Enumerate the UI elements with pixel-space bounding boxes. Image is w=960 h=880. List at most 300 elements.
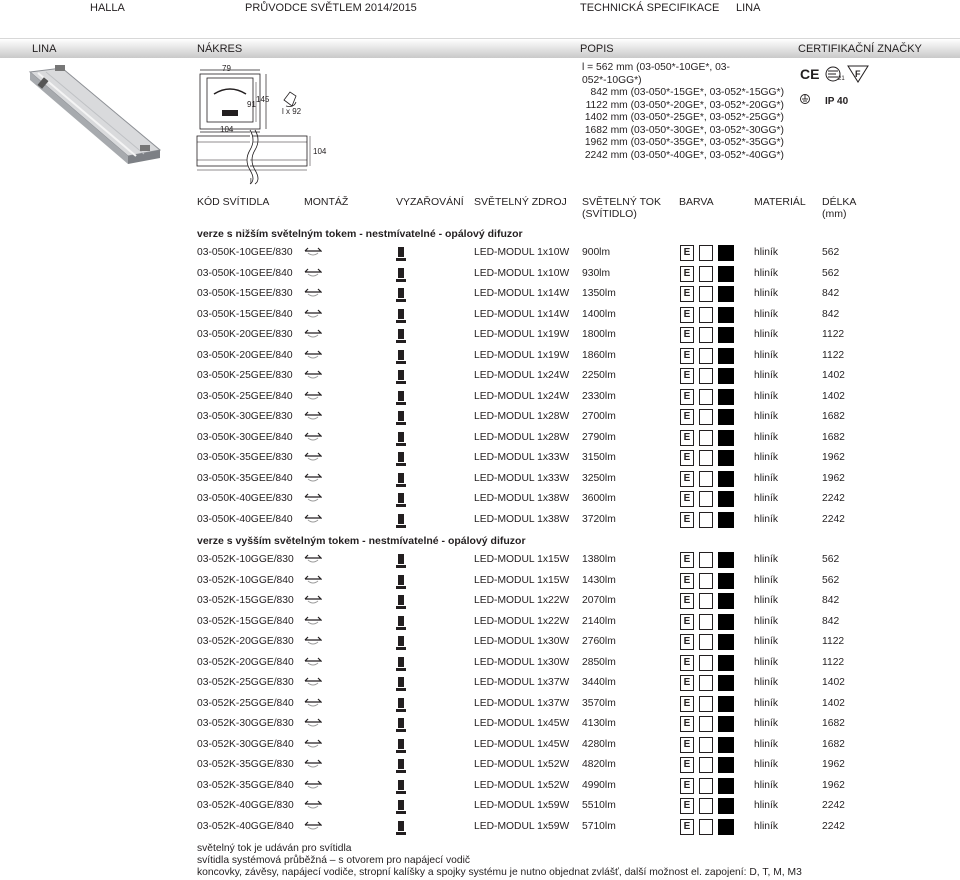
light-source: LED-MODUL 1x59W xyxy=(474,820,570,832)
product-code: 03-052K-15GGE/830 xyxy=(197,595,294,606)
energy-class-badge: E xyxy=(680,307,694,323)
length-mm: 562 xyxy=(822,554,840,565)
material: hliník xyxy=(754,554,779,565)
color-black-swatch xyxy=(718,696,734,712)
surface-mount-icon xyxy=(304,451,322,468)
energy-class-badge: E xyxy=(680,491,694,507)
material: hliník xyxy=(754,431,779,443)
table-row xyxy=(197,572,960,592)
color-black-swatch xyxy=(718,798,734,814)
color-white-swatch xyxy=(699,716,713,732)
length-mm: 1962 xyxy=(822,759,845,770)
color-white-swatch xyxy=(699,573,713,589)
surface-mount-icon xyxy=(304,779,322,796)
surface-mount-icon xyxy=(304,615,322,632)
direct-radiation-icon xyxy=(396,267,406,286)
length-mm: 1962 xyxy=(822,452,845,463)
table-row xyxy=(197,285,960,305)
length-mm: 1122 xyxy=(822,349,845,361)
surface-mount-icon xyxy=(304,738,322,755)
light-source: LED-MODUL 1x22W xyxy=(474,595,570,606)
length-mm: 1962 xyxy=(822,779,845,791)
luminous-flux: 3440lm xyxy=(582,677,616,688)
section-header-band xyxy=(0,38,960,58)
luminous-flux: 4130lm xyxy=(582,718,616,729)
surface-mount-icon xyxy=(304,717,322,734)
material: hliník xyxy=(754,820,779,832)
col-color: BARVA xyxy=(679,196,714,208)
surface-mount-icon xyxy=(304,553,322,570)
surface-mount-icon xyxy=(304,492,322,509)
product-code: 03-052K-25GGE/840 xyxy=(197,697,294,709)
product-code: 03-050K-25GEE/840 xyxy=(197,390,293,402)
energy-class-badge: E xyxy=(680,593,694,609)
length-mm: 562 xyxy=(822,574,840,586)
surface-mount-icon xyxy=(304,431,322,448)
surface-mount-icon xyxy=(304,820,322,837)
length-mm: 1402 xyxy=(822,370,845,381)
direct-radiation-icon xyxy=(396,717,406,736)
energy-class-badge: E xyxy=(680,389,694,405)
color-white-swatch xyxy=(699,348,713,364)
color-white-swatch xyxy=(699,614,713,630)
luminous-flux: 3720lm xyxy=(582,513,616,525)
color-white-swatch xyxy=(699,778,713,794)
direct-radiation-icon xyxy=(396,349,406,368)
color-black-swatch xyxy=(718,389,734,405)
product-code: 03-050K-30GEE/830 xyxy=(197,411,293,422)
product-code: 03-052K-10GGE/840 xyxy=(197,574,294,586)
color-white-swatch xyxy=(699,737,713,753)
color-white-swatch xyxy=(699,266,713,282)
table-row xyxy=(197,408,960,428)
energy-class-badge: E xyxy=(680,450,694,466)
table-row xyxy=(197,244,960,264)
direct-radiation-icon xyxy=(396,553,406,572)
length-mm: 1962 xyxy=(822,472,845,484)
color-white-swatch xyxy=(699,798,713,814)
color-white-swatch xyxy=(699,409,713,425)
luminous-flux: 1350lm xyxy=(582,288,616,299)
product-code: 03-052K-20GGE/840 xyxy=(197,656,294,668)
color-white-swatch xyxy=(699,327,713,343)
length-line: 2242 mm (03-050*-40GE*, 03-052*-40GG*) xyxy=(584,149,784,161)
table-row xyxy=(197,429,960,449)
light-source: LED-MODUL 1x28W xyxy=(474,411,570,422)
material: hliník xyxy=(754,329,779,340)
material: hliník xyxy=(754,759,779,770)
section-title-high: verze s vyšším světelným tokem - nestmívatelné - opálový difuzor xyxy=(197,535,526,547)
col-radiation: VYZAŘOVÁNÍ xyxy=(396,196,464,208)
light-source: LED-MODUL 1x45W xyxy=(474,718,570,729)
surface-mount-icon xyxy=(304,308,322,325)
luminous-flux: 2700lm xyxy=(582,411,616,422)
band-description: POPIS xyxy=(580,43,614,55)
product-image xyxy=(30,65,160,164)
table-row xyxy=(197,367,960,387)
table-row xyxy=(197,470,960,490)
surface-mount-icon xyxy=(304,369,322,386)
table-row xyxy=(197,756,960,776)
table-row xyxy=(197,326,960,346)
light-source: LED-MODUL 1x45W xyxy=(474,738,570,750)
length-mm: 562 xyxy=(822,247,840,258)
light-source: LED-MODUL 1x37W xyxy=(474,697,570,709)
col-source: SVĚTELNÝ ZDROJ xyxy=(474,196,567,208)
color-white-swatch xyxy=(699,552,713,568)
col-length-sub: (mm) xyxy=(822,208,847,220)
direct-radiation-icon xyxy=(396,369,406,388)
energy-class-badge: E xyxy=(680,348,694,364)
color-white-swatch xyxy=(699,655,713,671)
color-black-swatch xyxy=(718,737,734,753)
direct-radiation-icon xyxy=(396,820,406,839)
energy-class-badge: E xyxy=(680,737,694,753)
direct-radiation-icon xyxy=(396,656,406,675)
col-material: MATERIÁL xyxy=(754,196,806,208)
footer-note: svítidla systémová průběžná – s otvorem pro napájecí vodič xyxy=(197,855,471,867)
light-source: LED-MODUL 1x59W xyxy=(474,800,570,811)
guide-title: PRŮVODCE SVĚTLEM 2014/2015 xyxy=(245,2,417,14)
color-black-swatch xyxy=(718,819,734,835)
luminous-flux: 3150lm xyxy=(582,452,616,463)
color-white-swatch xyxy=(699,245,713,261)
product-code: 03-050K-35GEE/830 xyxy=(197,452,293,463)
color-black-swatch xyxy=(718,757,734,773)
length-mm: 1682 xyxy=(822,738,845,750)
length-line: 1682 mm (03-050*-30GE*, 03-052*-30GG*) xyxy=(584,124,784,136)
product-code: 03-050K-10GEE/830 xyxy=(197,247,293,258)
color-black-swatch xyxy=(718,491,734,507)
length-line: 1402 mm (03-050*-25GE*, 03-052*-25GG*) xyxy=(584,112,784,123)
col-code: KÓD SVÍTIDLA xyxy=(197,196,270,208)
light-source: LED-MODUL 1x28W xyxy=(474,431,570,443)
direct-radiation-icon xyxy=(396,246,406,265)
length-mm: 1402 xyxy=(822,697,845,709)
col-length xyxy=(822,196,856,220)
energy-class-badge: E xyxy=(680,266,694,282)
length-line: 842 mm (03-050*-15GE*, 03-052*-15GG*) xyxy=(590,87,784,98)
product-code: 03-052K-15GGE/840 xyxy=(197,615,294,627)
color-white-swatch xyxy=(699,512,713,528)
direct-radiation-icon xyxy=(396,697,406,716)
energy-class-badge: E xyxy=(680,614,694,630)
length-mm: 1122 xyxy=(822,636,845,647)
product-code: 03-052K-40GGE/840 xyxy=(197,820,294,832)
surface-mount-icon xyxy=(304,697,322,714)
luminous-flux: 1430lm xyxy=(582,574,616,586)
product-code: 03-050K-25GEE/830 xyxy=(197,370,293,381)
table-row xyxy=(197,490,960,510)
direct-radiation-icon xyxy=(396,615,406,634)
color-white-swatch xyxy=(699,430,713,446)
color-black-swatch xyxy=(718,778,734,794)
col-mount: MONTÁŽ xyxy=(304,196,349,208)
table-row xyxy=(197,736,960,756)
length-mm: 842 xyxy=(822,595,840,606)
energy-class-badge: E xyxy=(680,286,694,302)
product-code: 03-050K-15GEE/830 xyxy=(197,288,293,299)
direct-radiation-icon xyxy=(396,472,406,491)
ground-icon xyxy=(801,95,810,104)
length-mm: 562 xyxy=(822,267,840,279)
table-row xyxy=(197,715,960,735)
color-black-swatch xyxy=(718,430,734,446)
energy-class-badge: E xyxy=(680,368,694,384)
direct-radiation-icon xyxy=(396,635,406,654)
color-white-swatch xyxy=(699,286,713,302)
color-white-swatch xyxy=(699,368,713,384)
color-black-swatch xyxy=(718,512,734,528)
color-white-swatch xyxy=(699,389,713,405)
length-line: l = 562 mm (03-050*-10GE*, 03-052*-10GG*) xyxy=(582,62,730,86)
direct-radiation-icon xyxy=(396,779,406,798)
length-mm: 1122 xyxy=(822,329,845,340)
surface-mount-icon xyxy=(304,758,322,775)
luminous-flux: 2070lm xyxy=(582,595,616,606)
length-mm: 1682 xyxy=(822,431,845,443)
cutout-icon xyxy=(284,92,296,107)
light-source: LED-MODUL 1x19W xyxy=(474,329,570,340)
luminous-flux: 2760lm xyxy=(582,636,616,647)
light-source: LED-MODUL 1x19W xyxy=(474,349,570,361)
col-flux xyxy=(582,196,661,220)
material: hliník xyxy=(754,738,779,750)
color-white-swatch xyxy=(699,757,713,773)
table-row xyxy=(197,654,960,674)
energy-class-badge: E xyxy=(680,245,694,261)
color-black-swatch xyxy=(718,471,734,487)
footer-note: koncovky, závěsy, napájecí vodiče, stropní kalíšky a spojky systému je nutno objednat zvlášť, další možnost el. zapojení: D, T, M, M3 xyxy=(197,867,802,879)
energy-class-badge: E xyxy=(680,655,694,671)
product-code: 03-052K-30GGE/840 xyxy=(197,738,294,750)
luminous-flux: 2790lm xyxy=(582,431,616,443)
material: hliník xyxy=(754,370,779,381)
surface-mount-icon xyxy=(304,328,322,345)
material: hliník xyxy=(754,390,779,402)
table-row xyxy=(197,797,960,817)
direct-radiation-icon xyxy=(396,431,406,450)
material: hliník xyxy=(754,779,779,791)
product-code: 03-050K-35GEE/840 xyxy=(197,472,293,484)
table-row xyxy=(197,551,960,571)
length-line: 1962 mm (03-050*-35GE*, 03-052*-35GG*) xyxy=(584,137,784,148)
product-label: LINA xyxy=(736,2,761,14)
direct-radiation-icon xyxy=(396,328,406,347)
dim-104-height: 104 xyxy=(313,147,327,156)
col-flux-title: SVĚTELNÝ TOK xyxy=(582,196,661,208)
product-code: 03-050K-20GEE/830 xyxy=(197,329,293,340)
material: hliník xyxy=(754,636,779,647)
direct-radiation-icon xyxy=(396,738,406,757)
length-mm: 2242 xyxy=(822,820,845,832)
material: hliník xyxy=(754,267,779,279)
light-source: LED-MODUL 1x24W xyxy=(474,370,570,381)
direct-radiation-icon xyxy=(396,308,406,327)
color-black-swatch xyxy=(718,593,734,609)
light-source: LED-MODUL 1x24W xyxy=(474,390,570,402)
surface-mount-icon xyxy=(304,513,322,530)
dim-104-width: 104 xyxy=(220,125,234,134)
color-white-swatch xyxy=(699,675,713,691)
energy-class-badge: E xyxy=(680,512,694,528)
direct-radiation-icon xyxy=(396,594,406,613)
surface-mount-icon xyxy=(304,246,322,263)
energy-class-badge: E xyxy=(680,716,694,732)
product-code: 03-050K-10GEE/840 xyxy=(197,267,293,279)
table-row xyxy=(197,695,960,715)
dim-79: 79 xyxy=(222,64,231,73)
light-source: LED-MODUL 1x38W xyxy=(474,513,570,525)
light-source: LED-MODUL 1x52W xyxy=(474,759,570,770)
color-black-swatch xyxy=(718,450,734,466)
material: hliník xyxy=(754,411,779,422)
light-source: LED-MODUL 1x30W xyxy=(474,636,570,647)
luminous-flux: 3250lm xyxy=(582,472,616,484)
product-code: 03-052K-35GGE/830 xyxy=(197,759,294,770)
material: hliník xyxy=(754,574,779,586)
footer-note: světelný tok je udáván pro svítidla xyxy=(197,843,352,854)
side-view-drawing xyxy=(197,130,310,184)
color-black-swatch xyxy=(718,409,734,425)
energy-class-badge: E xyxy=(680,634,694,650)
table-row xyxy=(197,306,960,326)
table-row xyxy=(197,818,960,838)
material: hliník xyxy=(754,677,779,688)
length-mm: 1682 xyxy=(822,718,845,729)
energy-class-badge: E xyxy=(680,757,694,773)
light-source: LED-MODUL 1x14W xyxy=(474,308,570,320)
luminous-flux: 1860lm xyxy=(582,349,616,361)
length-line: 1122 mm (03-050*-20GE*, 03-052*-20GG*) xyxy=(585,99,784,111)
direct-radiation-icon xyxy=(396,410,406,429)
product-code: 03-052K-20GGE/830 xyxy=(197,636,294,647)
material: hliník xyxy=(754,288,779,299)
color-black-swatch xyxy=(718,327,734,343)
length-mm: 1682 xyxy=(822,411,845,422)
technical-drawing xyxy=(0,60,580,190)
ce-mark-icon: CE xyxy=(800,66,820,82)
f-mark-letter: F xyxy=(855,69,861,79)
table-row xyxy=(197,592,960,612)
light-source: LED-MODUL 1x33W xyxy=(474,472,570,484)
light-source: LED-MODUL 1x33W xyxy=(474,452,570,463)
luminaire-drawing xyxy=(0,60,580,190)
surface-mount-icon xyxy=(304,287,322,304)
dim-length: l xyxy=(250,177,252,186)
table-row xyxy=(197,511,960,531)
color-black-swatch xyxy=(718,573,734,589)
footer-notes xyxy=(197,843,802,880)
luminous-flux: 3600lm xyxy=(582,493,616,504)
band-certifications: CERTIFIKAČNÍ ZNAČKY xyxy=(798,43,922,55)
surface-mount-icon xyxy=(304,410,322,427)
product-code: 03-050K-15GEE/840 xyxy=(197,308,293,320)
section-title-low: verze s nižším světelným tokem - nestmívatelné - opálový difuzor xyxy=(197,228,523,240)
length-mm: 1402 xyxy=(822,390,845,402)
energy-class-badge: E xyxy=(680,552,694,568)
table-row xyxy=(197,674,960,694)
length-mm: 2242 xyxy=(822,493,845,504)
table-row xyxy=(197,347,960,367)
color-white-swatch xyxy=(699,491,713,507)
table-row xyxy=(197,388,960,408)
surface-mount-icon xyxy=(304,676,322,693)
band-product: LINA xyxy=(32,43,57,55)
direct-radiation-icon xyxy=(396,390,406,409)
surface-mount-icon xyxy=(304,656,322,673)
product-code: 03-050K-40GEE/840 xyxy=(197,513,293,525)
product-code: 03-052K-25GGE/830 xyxy=(197,677,294,688)
material: hliník xyxy=(754,595,779,606)
color-white-swatch xyxy=(699,819,713,835)
color-black-swatch xyxy=(718,286,734,302)
length-mm: 1402 xyxy=(822,677,845,688)
page-header xyxy=(0,0,960,18)
direct-radiation-icon xyxy=(396,451,406,470)
ip-rating: IP 40 xyxy=(825,96,849,107)
material: hliník xyxy=(754,493,779,504)
material: hliník xyxy=(754,472,779,484)
energy-class-badge: E xyxy=(680,573,694,589)
direct-radiation-icon xyxy=(396,758,406,777)
color-white-swatch xyxy=(699,471,713,487)
product-code: 03-052K-40GGE/830 xyxy=(197,800,294,811)
length-description xyxy=(582,62,784,162)
luminous-flux: 1400lm xyxy=(582,308,616,320)
luminous-flux: 4820lm xyxy=(582,759,616,770)
material: hliník xyxy=(754,656,779,668)
material: hliník xyxy=(754,349,779,361)
surface-mount-icon xyxy=(304,472,322,489)
dim-145: 145 xyxy=(256,95,270,104)
light-source: LED-MODUL 1x52W xyxy=(474,779,570,791)
direct-radiation-icon xyxy=(396,287,406,306)
luminous-flux: 5710lm xyxy=(582,820,616,832)
table-row xyxy=(197,265,960,285)
surface-mount-icon xyxy=(304,635,322,652)
product-code: 03-052K-35GGE/840 xyxy=(197,779,294,791)
product-code: 03-050K-30GEE/840 xyxy=(197,431,293,443)
surface-mount-icon xyxy=(304,349,322,366)
material: hliník xyxy=(754,615,779,627)
material: hliník xyxy=(754,718,779,729)
color-black-swatch xyxy=(718,655,734,671)
material: hliník xyxy=(754,247,779,258)
energy-class-badge: E xyxy=(680,327,694,343)
col-length-title: DÉLKA xyxy=(822,196,857,208)
color-black-swatch xyxy=(718,348,734,364)
color-white-swatch xyxy=(699,634,713,650)
color-black-swatch xyxy=(718,307,734,323)
color-black-swatch xyxy=(718,368,734,384)
luminous-flux: 2850lm xyxy=(582,656,616,668)
color-black-swatch xyxy=(718,245,734,261)
length-mm: 2242 xyxy=(822,513,845,525)
luminous-flux: 3570lm xyxy=(582,697,616,709)
energy-class-badge: E xyxy=(680,675,694,691)
length-mm: 2242 xyxy=(822,800,845,811)
surface-mount-icon xyxy=(304,799,322,816)
light-source: LED-MODUL 1x15W xyxy=(474,554,570,565)
luminous-flux: 1380lm xyxy=(582,554,616,565)
luminous-flux: 900lm xyxy=(582,247,611,258)
table-row xyxy=(197,777,960,797)
light-source: LED-MODUL 1x22W xyxy=(474,615,570,627)
light-source: LED-MODUL 1x15W xyxy=(474,574,570,586)
color-black-swatch xyxy=(718,266,734,282)
length-mm: 842 xyxy=(822,615,840,627)
